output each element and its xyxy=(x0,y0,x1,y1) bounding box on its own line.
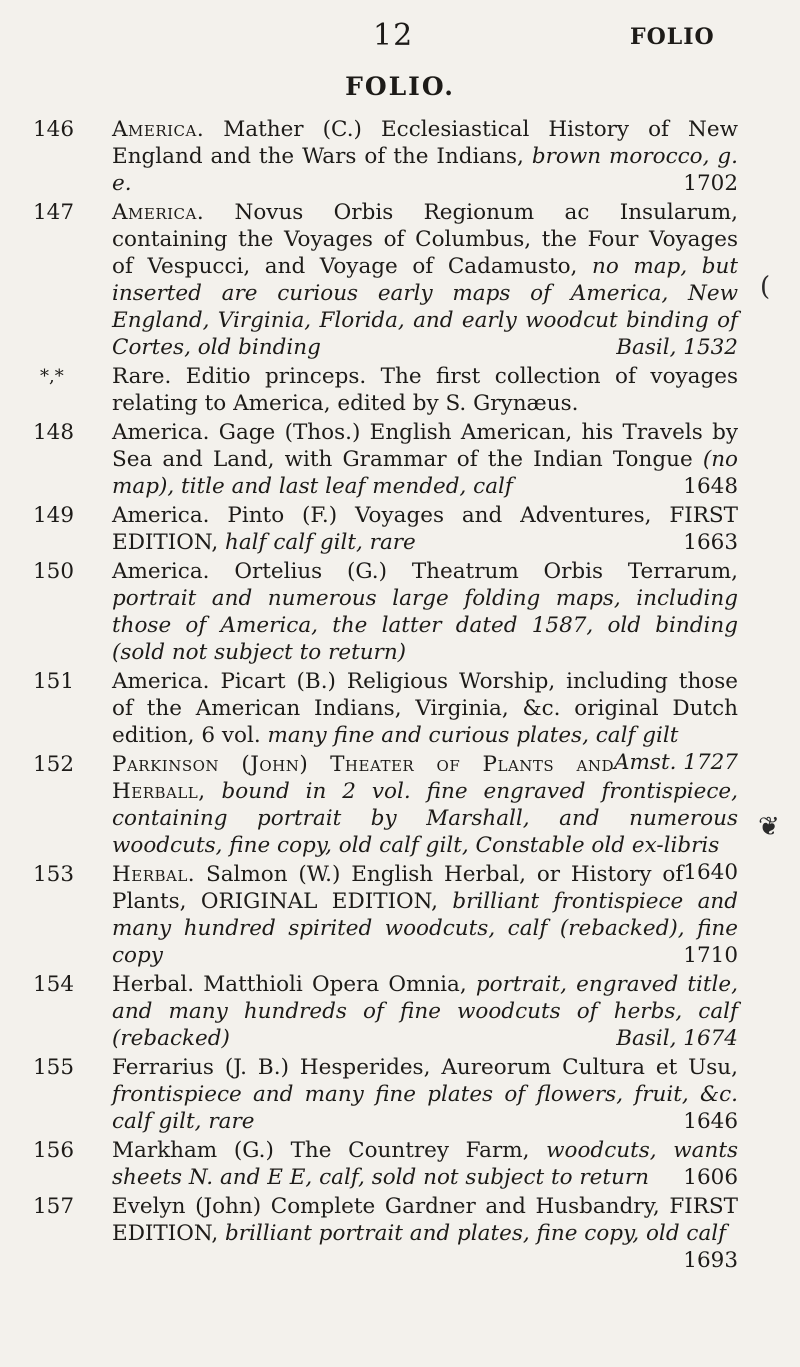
entry-author: America. xyxy=(112,559,210,584)
entry-description: brilliant frontispiece and many hundred spirited woodcuts, calf (rebacked), fine copy xyxy=(112,889,739,968)
entry-author: America. xyxy=(112,669,210,694)
catalogue-note xyxy=(0,363,738,417)
entry-title: Complete Gardner and Husbandry, FIRST EDITION, xyxy=(112,1194,738,1246)
entry-title: Ortelius (G.) Theatrum Orbis Terrarum, xyxy=(234,559,739,584)
entry-date: 1648 xyxy=(683,474,738,499)
entry-author: Markham (G.) xyxy=(112,1138,274,1163)
entry-description: half calf gilt, rare xyxy=(225,530,416,555)
entry-description: brilliant portrait and plates, fine copy, old calf xyxy=(225,1221,727,1246)
entry-description: woodcuts, wants sheets N. and E E, calf, sold not subject to return xyxy=(112,1138,738,1190)
catalogue-entry-154 xyxy=(0,971,738,1052)
lot-number: 150 xyxy=(33,559,75,584)
entry-author: America. xyxy=(112,200,205,225)
entry-description: (no map), title and last leaf mended, calf xyxy=(112,447,738,499)
entry-description: bound in 2 vol. fine engraved frontispiece, containing portrait by Marshall, and numerous woodcuts, fine copy, old calf gilt, Constable old ex-libris xyxy=(112,779,738,858)
entry-date: 1640 xyxy=(683,860,738,885)
entry-title: Matthioli Opera Omnia, xyxy=(203,972,467,997)
entry-author: Evelyn (John) xyxy=(112,1194,262,1219)
lot-number: 147 xyxy=(33,200,75,225)
entry-date: Basil, 1532 xyxy=(616,335,738,360)
entry-author: America. xyxy=(112,503,210,528)
entry-date: Basil, 1674 xyxy=(616,1026,738,1051)
catalogue-entry-146 xyxy=(0,116,738,197)
entry-list xyxy=(0,116,800,1274)
entry-description: many fine and curious plates, calf gilt xyxy=(267,723,679,748)
entry-date: 1606 xyxy=(683,1165,738,1190)
entry-date: 1702 xyxy=(683,171,738,196)
margin-bracket-mark: ( xyxy=(760,272,771,302)
entry-date: 1646 xyxy=(683,1109,738,1134)
margin-leaf-mark: ❦ xyxy=(758,812,780,842)
entry-title: Theater of Plants and Herball, xyxy=(112,752,615,804)
catalogue-entry-148 xyxy=(0,419,738,500)
catalogue-entry-155 xyxy=(0,1054,738,1135)
entry-title: Mather (C.) Ecclesiastical History of New England and the Wars of the Indians, xyxy=(112,117,738,169)
running-head xyxy=(0,18,800,58)
lot-number: 149 xyxy=(33,503,75,528)
entry-title: Salmon (W.) English Herbal, or History of Plants, ORIGINAL EDITION, xyxy=(112,862,684,914)
lot-number: 156 xyxy=(33,1138,75,1163)
lot-number: 153 xyxy=(33,862,75,887)
asterism-mark: *,* xyxy=(40,366,64,387)
entry-description: portrait and numerous large folding maps, including those of America, the latter dated 1587, old binding (sold not subject to return) xyxy=(112,586,738,665)
entry-author: Herbal. xyxy=(112,862,196,887)
lot-number: 146 xyxy=(33,117,75,142)
catalogue-entry-150 xyxy=(0,558,738,666)
lot-number: 155 xyxy=(33,1055,75,1080)
catalogue-entry-156 xyxy=(0,1137,738,1191)
entry-date: 1663 xyxy=(683,530,738,555)
catalogue-entry-147 xyxy=(0,199,738,361)
entry-date: 1710 xyxy=(683,943,738,968)
entry-date: 1693 xyxy=(683,1248,738,1273)
lot-number: 152 xyxy=(33,752,75,777)
entry-title: The Countrey Farm, xyxy=(290,1138,530,1163)
entry-title: Picart (B.) Religious Worship, including those of the American Indians, Virginia, &c. original Dutch edition, 6 vol. xyxy=(112,669,738,748)
entry-description: brown morocco, g. e. xyxy=(112,144,738,196)
lot-number: 148 xyxy=(33,420,75,445)
running-title: FOLIO xyxy=(630,24,715,50)
catalogue-entry-149 xyxy=(0,502,738,556)
entry-title: Hesperides, Aureorum Cultura et Usu, xyxy=(299,1055,738,1080)
entry-author: Ferrarius (J. B.) xyxy=(112,1055,289,1080)
entry-author: Herbal. xyxy=(112,972,195,997)
lot-number: 157 xyxy=(33,1194,75,1219)
catalogue-entry-157 xyxy=(0,1193,738,1273)
entry-author: America. xyxy=(112,420,210,445)
lot-number: 154 xyxy=(33,972,75,997)
catalogue-entry-153 xyxy=(0,861,738,969)
entry-description: frontispiece and many fine plates of flowers, fruit, &c. calf gilt, rare xyxy=(112,1082,738,1134)
section-title: FOLIO. xyxy=(345,72,455,101)
entry-title: Pinto (F.) Voyages and Adventures, FIRST EDITION, xyxy=(112,503,738,555)
entry-description: no map, but inserted are curious early maps of America, New England, Virginia, Florida, and early woodcut binding of Cortes, old binding xyxy=(112,254,738,360)
page-number: 12 xyxy=(373,18,414,53)
note-text: Rare. Editio princeps. The first collection of voyages relating to America, edited by S. Grynæus. xyxy=(112,364,738,416)
entry-author: America. xyxy=(112,117,205,142)
entry-title: Novus Orbis Regionum ac Insularum, containing the Voyages of Columbus, the Four Voyages of Vespucci, and Voyage of Cadamusto, xyxy=(112,200,738,279)
lot-number: 151 xyxy=(33,669,75,694)
entry-description: portrait, engraved title, and many hundreds of fine woodcuts of herbs, calf (rebacked) xyxy=(112,972,738,1051)
entry-author: Parkinson (John) xyxy=(112,752,309,777)
entry-title: Gage (Thos.) English American, his Travels by Sea and Land, with Grammar of the Indian Tongue xyxy=(112,420,738,472)
entry-date: Amst. 1727 xyxy=(614,750,738,775)
